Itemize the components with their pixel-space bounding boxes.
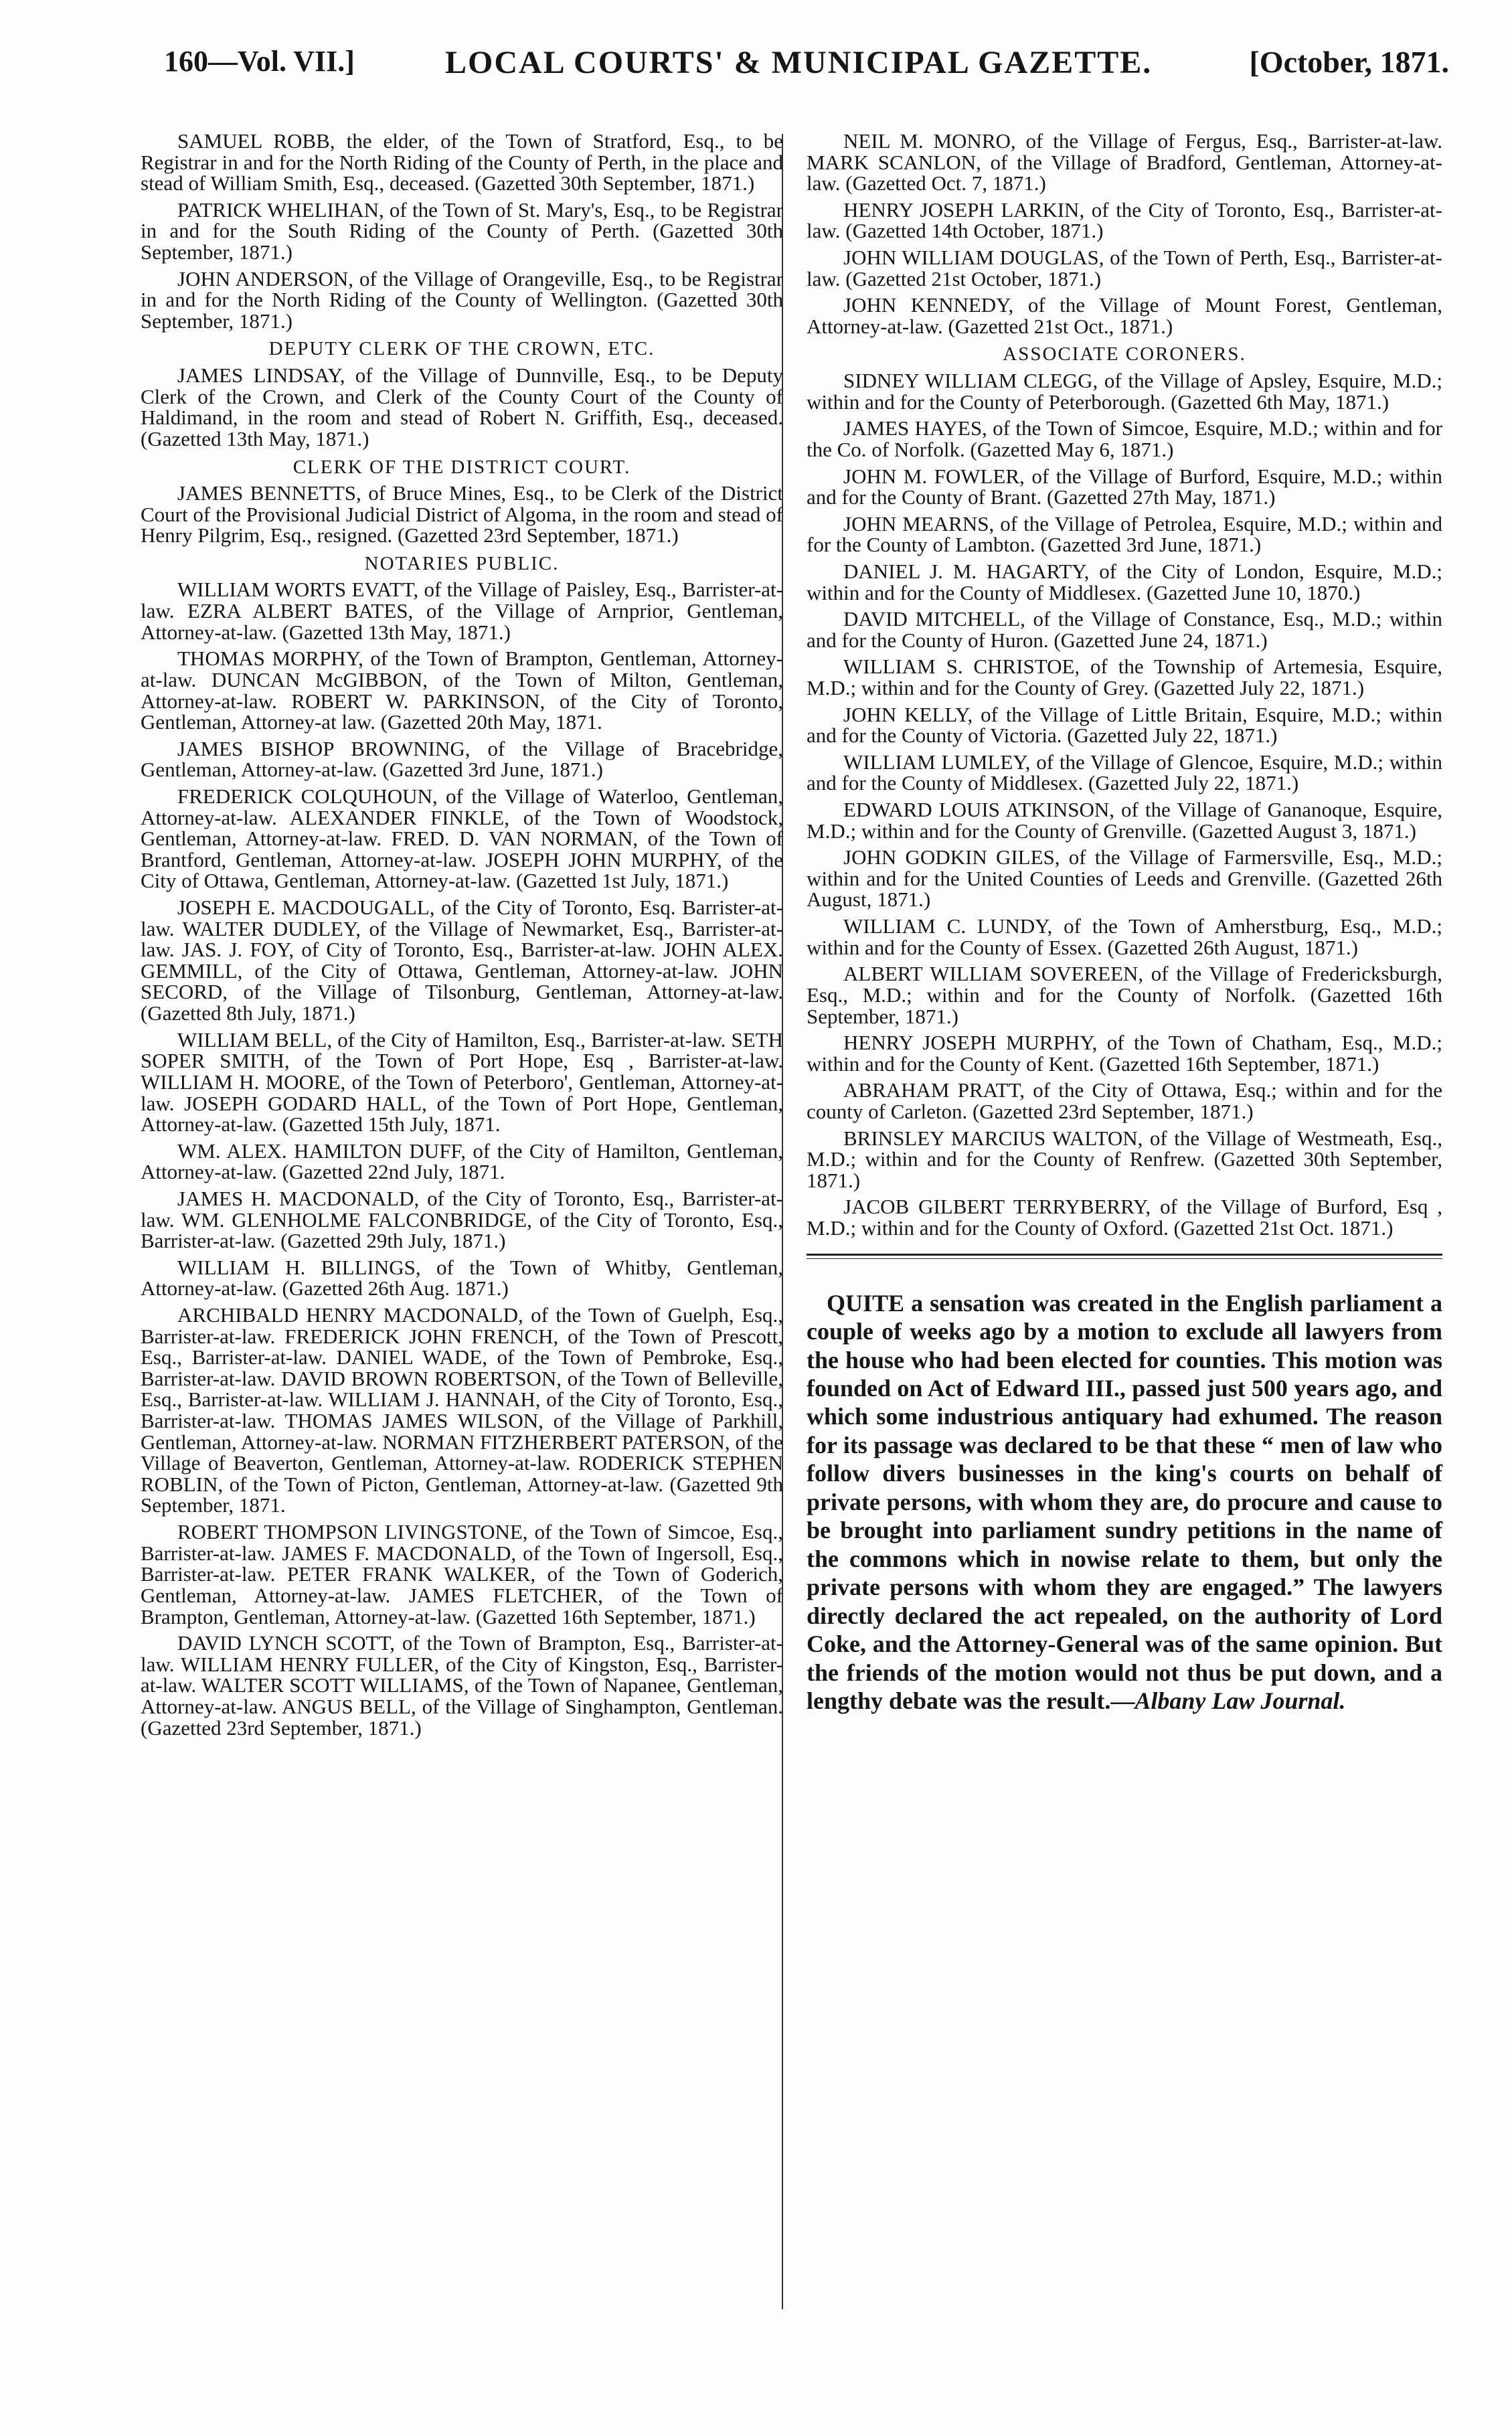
notice-entry: JOSEPH E. MACDOUGALL, of the City of Toronto, Esq. Barrister-at-law. WALTER DUDLEY, of the Village of Newmarket, Esq., Barrister-at-law. JAS. J. FOY, of City of Toronto, Esq., Barrister-at-law. JOHN ALEX. GEMMILL, of the City of Ottawa, Gentleman, Attorney-at-law. JOHN SECORD, of the Village of Tilsonburg, Gentleman, Attorney-at-law. (Gazetted 8th July, 1871.) [141, 896, 783, 1025]
section-heading-deputy-clerk: DEPUTY CLERK OF THE CROWN, ETC. [268, 338, 655, 360]
notice-entry: HENRY JOSEPH LARKIN, of the City of Toronto, Esq., Barrister-at-law. (Gazetted 14th October, 1871.) [807, 197, 1442, 243]
notice-entry: WILLIAM WORTS EVATT, of the Village of Paisley, Esq., Barrister-at-law. EZRA ALBERT BATES, of the Village of Arnprior, Gentleman, Attorney-at-law. (Gazetted 13th May, 1871.) [141, 578, 783, 644]
notice-entry: DANIEL J. M. HAGARTY, of the City of London, Esquire, M.D.; within and for the County of Middlesex. (Gazetted June 10, 1870.) [807, 559, 1442, 604]
notice-entry: WILLIAM BELL, of the City of Hamilton, Esq., Barrister-at-law. SETH SOPER SMITH, of the Town of Port Hope, Esq , Barrister-at-law. WILLIAM H. MOORE, of the Town of Peterboro', Gentleman, Attorney-at-law. JOSEPH GODARD HALL, of the Town of Port Hope, Gentleman, Attorney-at-law. (Gazetted 15th July, 1871. [141, 1027, 783, 1137]
section-divider [807, 1254, 1442, 1259]
notice-entry: PATRICK WHELIHAN, of the Town of St. Mary's, Esq., to be Registrar in and for the South Riding of the County of Perth. (Gazetted 30th September, 1871.) [141, 197, 783, 264]
section-heading-coroners: ASSOCIATE CORONERS. [1003, 343, 1246, 365]
notice-entry: JAMES H. MACDONALD, of the City of Toronto, Esq., Barrister-at-law. WM. GLENHOLME FALCONBRIDGE, of the City of Toronto, Esq., Barrister-at-law. (Gazetted 29th July, 1871.) [141, 1186, 783, 1253]
notice-entry: ARCHIBALD HENRY MACDONALD, of the Town of Guelph, Esq., Barrister-at-law. FREDERICK JOHN FRENCH, of the Town of Prescott, Esq., Barrister-at-law. DANIEL WADE, of the Town of Pembroke, Esq., Barrister-at-law. DAVID BROWN ROBERTSON, of the Town of Belleville, Esq., Barrister-at-law. WILLIAM J. HANNAH, of the City of Toronto, Esq., Barrister-at-law. THOMAS JAMES WILSON, of the Village of Parkhill, Gentleman, Attorney-at-law. NORMAN FITZHERBERT PATERSON, of the Village of Beaverton, Gentleman, Attorney-at-law. RODERICK STEPHEN ROBLIN, of the Town of Picton, Gentleman, Attorney-at-law. (Gazetted 9th September, 1871. [141, 1303, 783, 1517]
notice-entry: FREDERICK COLQUHOUN, of the Village of Waterloo, Gentleman, Attorney-at-law. ALEXANDER FINKLE, of the Town of Woodstock, Gentleman, Attorney-at-law. FRED. D. VAN NORMAN, of the Town of Brantford, Gentleman, Attorney-at-law. JOSEPH JOHN MURPHY, of the City of Ottawa, Gentleman, Attorney-at-law. (Gazetted 1st July, 1871.) [141, 784, 783, 893]
notice-entry: JOHN GODKIN GILES, of the Village of Farmersville, Esq., M.D.; within and for the United Counties of Leeds and Grenville. (Gazetted 26th August, 1871.) [807, 845, 1442, 912]
left-column [141, 131, 783, 1744]
notice-entry: BRINSLEY MARCIUS WALTON, of the Village of Westmeath, Esq., M.D.; within and for the County of Renfrew. (Gazetted 30th September, 1871.) [807, 1126, 1442, 1192]
notice-entry: DAVID LYNCH SCOTT, of the Town of Brampton, Esq., Barrister-at-law. WILLIAM HENRY FULLER, of the City of Kingston, Esq., Barrister-at-law. WALTER SCOTT WILLIAMS, of the Town of Napanee, Gentleman, Attorney-at-law. ANGUS BELL, of the Village of Singhampton, Gentleman. (Gazetted 23rd September, 1871.) [141, 1631, 783, 1740]
notice-entry: EDWARD LOUIS ATKINSON, of the Village of Gananoque, Esquire, M.D.; within and for the County of Grenville. (Gazetted August 3, 1871.) [807, 798, 1442, 843]
notice-entry: SIDNEY WILLIAM CLEGG, of the Village of Apsley, Esquire, M.D.; within and for the County of Peterborough. (Gazetted 6th May, 1871.) [807, 369, 1442, 414]
section-heading-district-court: CLERK OF THE DISTRICT COURT. [292, 456, 631, 478]
notice-entry: JOHN M. FOWLER, of the Village of Burford, Esquire, M.D.; within and for the County of Brant. (Gazetted 27th May, 1871.) [807, 464, 1442, 509]
issue-date: [October, 1871. [1249, 45, 1449, 79]
section-heading-notaries: NOTARIES PUBLIC. [364, 552, 560, 574]
notice-entry: ROBERT THOMPSON LIVINGSTONE, of the Town of Simcoe, Esq., Barrister-at-law. JAMES F. MACDONALD, of the Town of Ingersoll, Esq., Barrister-at-law. PETER FRANK WALKER, of the Town of Goderich, Gentleman, Attorney-at-law. JAMES FLETCHER, of the Town of Brampton, Gentleman, Attorney-at-law. (Gazetted 16th September, 1871.) [141, 1520, 783, 1628]
notice-entry: SAMUEL ROBB, the elder, of the Town of Stratford, Esq., to be Registrar in and for the North Riding of the County of Perth, in the place and stead of William Smith, Esq., deceased. (Gazetted 30th September, 1871.) [141, 129, 783, 195]
notice-entry: ABRAHAM PRATT, of the City of Ottawa, Esq.; within and for the county of Carleton. (Gazetted 23rd September, 1871.) [807, 1078, 1442, 1123]
article-body: QUITE a sensation was created in the English parliament a couple of weeks ago by a motion to exclude all lawyers from the house who had been elected for counties. This motion was founded on Act of Edward III., passed just 500 years ago, and which some industrious antiquary had exhumed. The reason for its passage was declared to be that these “ men of law who follow divers businesses in the king's courts on behalf of private persons, with whom they are, do procure and cause to be brought into parliament sundry petitions in the name of the commons which in nowise relate to them, but only the private persons with whom they are engaged.” The lawyers directly declared the act repealed, on the authority of Lord Coke, and the Attorney-General was of the same opinion. But the friends of the motion would not thus be put down, and a lengthy debate was the result.— [807, 1289, 1442, 1715]
notice-entry: DAVID MITCHELL, of the Village of Constance, Esq., M.D.; within and for the County of Huron. (Gazetted June 24, 1871.) [807, 607, 1442, 652]
notice-entry: JOHN KELLY, of the Village of Little Britain, Esquire, M.D.; within and for the County of Victoria. (Gazetted July 22, 1871.) [807, 702, 1442, 748]
notice-entry: WILLIAM H. BILLINGS, of the Town of Whitby, Gentleman, Attorney-at-law. (Gazetted 26th Aug. 1871.) [141, 1255, 783, 1301]
notice-entry: JAMES LINDSAY, of the Village of Dunnville, Esq., to be Deputy Clerk of the Crown, and Clerk of the County Court of the County of Haldimand, in the room and stead of Robert N. Griffith, Esq., deceased. (Gazetted 13th May, 1871.) [141, 363, 783, 450]
journal-title: LOCAL COURTS' & MUNICIPAL GAZETTE. [445, 45, 1153, 80]
notice-entry: WM. ALEX. HAMILTON DUFF, of the City of Hamilton, Gentleman, Attorney-at-law. (Gazetted 22nd July, 1871. [141, 1139, 783, 1184]
notice-entry: JAMES BENNETTS, of Bruce Mines, Esq., to be Clerk of the District Court of the Provisional Judicial District of Algoma, in the room and stead of Henry Pilgrim, Esq., resigned. (Gazetted 23rd September, 1871.) [141, 481, 783, 548]
notice-entry: WILLIAM S. CHRISTOE, of the Township of Artemesia, Esquire, M.D.; within and for the County of Grey. (Gazetted July 22, 1871.) [807, 655, 1442, 699]
notice-entry: JOHN ANDERSON, of the Village of Orangeville, Esq., to be Registrar in and for the North Riding of the County of Wellington. (Gazetted 30th September, 1871.) [141, 266, 783, 333]
editorial-article [807, 1289, 1442, 1715]
notice-entry: NEIL M. MONRO, of the Village of Fergus, Esq., Barrister-at-law. MARK SCANLON, of the Village of Bradford, Gentleman, Attorney-at-law. (Gazetted Oct. 7, 1871.) [807, 129, 1442, 195]
notice-entry: WILLIAM LUMLEY, of the Village of Glencoe, Esquire, M.D.; within and for the County of Middlesex. (Gazetted July 22, 1871.) [807, 750, 1442, 795]
notice-entry: HENRY JOSEPH MURPHY, of the Town of Chatham, Esq., M.D.; within and for the County of Kent. (Gazetted 16th September, 1871.) [807, 1031, 1442, 1076]
right-column [807, 131, 1442, 1721]
page-header [164, 40, 1449, 100]
notice-entry: JOHN KENNEDY, of the Village of Mount Forest, Gentleman, Attorney-at-law. (Gazetted 21st Oct., 1871.) [807, 293, 1442, 338]
notice-entry: JOHN WILLIAM DOUGLAS, of the Town of Perth, Esq., Barrister-at-law. (Gazetted 21st October, 1871.) [807, 246, 1442, 290]
notice-entry: THOMAS MORPHY, of the Town of Brampton, Gentleman, Attorney-at-law. DUNCAN McGIBBON, of the Town of Milton, Gentleman, Attorney-at-law. ROBERT W. PARKINSON, of the City of Toronto, Gentleman, Attorney-at law. (Gazetted 20th May, 1871. [141, 647, 783, 734]
notice-entry: JAMES BISHOP BROWNING, of the Village of Bracebridge, Gentleman, Attorney-at-law. (Gazetted 3rd June, 1871.) [141, 736, 783, 782]
page-volume: 160—Vol. VII.] [164, 45, 355, 78]
article-source: Albany Law Journal. [1135, 1687, 1346, 1715]
notice-entry: WILLIAM C. LUNDY, of the Town of Amherstburg, Esq., M.D.; within and for the County of Essex. (Gazetted 26th August, 1871.) [807, 914, 1442, 959]
notice-entry: JAMES HAYES, of the Town of Simcoe, Esquire, M.D.; within and for the Co. of Norfolk. (Gazetted May 6, 1871.) [807, 416, 1442, 461]
notice-entry: JACOB GILBERT TERRYBERRY, of the Village of Burford, Esq , M.D.; within and for the County of Oxford. (Gazetted 21st Oct. 1871.) [807, 1195, 1442, 1240]
notice-entry: ALBERT WILLIAM SOVEREEN, of the Village of Fredericksburgh, Esq., M.D.; within and for the County of Norfolk. (Gazetted 16th September, 1871.) [807, 962, 1442, 1028]
notice-entry: JOHN MEARNS, of the Village of Petrolea, Esquire, M.D.; within and for the County of Lambton. (Gazetted 3rd June, 1871.) [807, 511, 1442, 557]
